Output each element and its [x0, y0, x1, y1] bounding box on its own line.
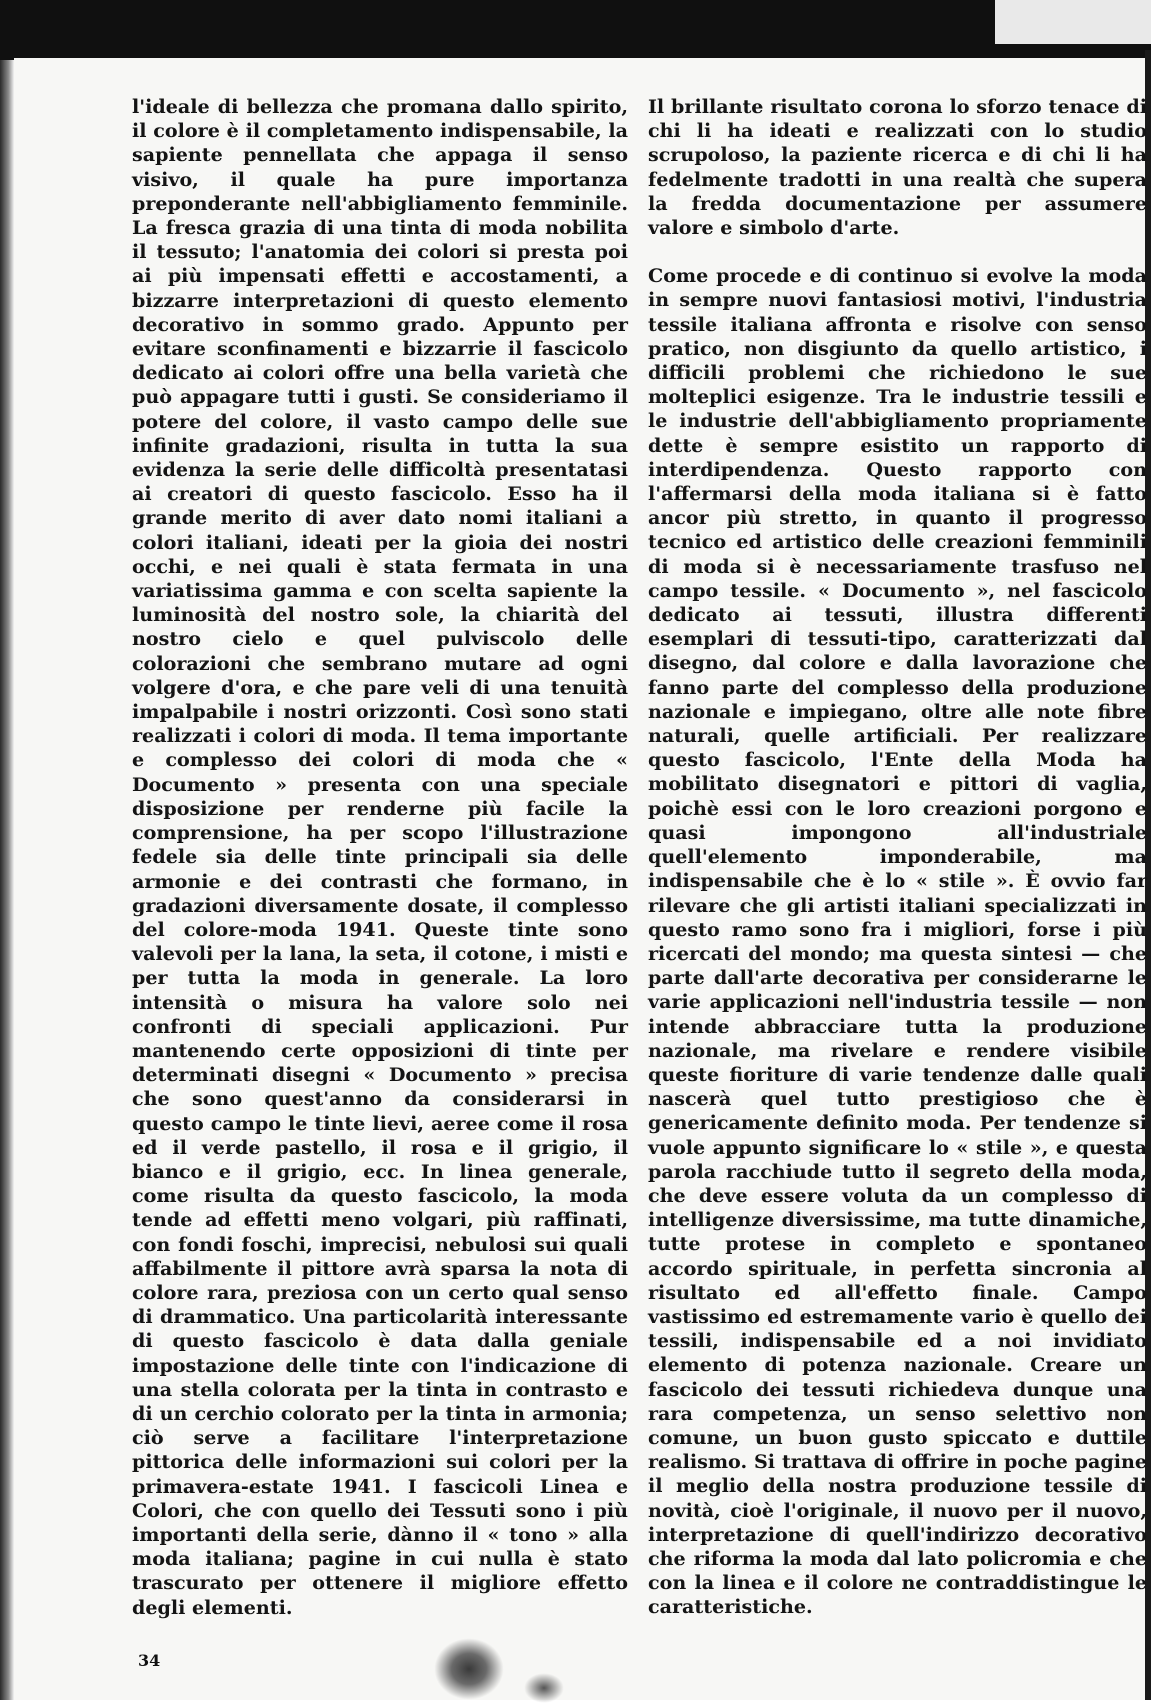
scan-top-notch — [995, 0, 1151, 44]
ink-smudge — [434, 1638, 504, 1700]
right-text-column — [648, 95, 1147, 1620]
page-number: 34 — [138, 1651, 161, 1670]
right-column-paragraph-2: Come procede e di continuo si evolve la moda in sempre nuovi fantasiosi motivi, l'industria tessile italiana affronta e risolve con senso pratico, non disgiunto da quello artistico, i difficili problemi che richiedono le sue molteplici esigenze. Tra le industrie tessili e le industrie dell'abbigliamento propriamente dette è sempre esistito un rapporto di interdipendenza. Questo rapporto con l'affermarsi della moda italiana si è fatto ancor più stretto, in quanto il progresso tecnico ed artistico delle creazioni femminili di moda si è necessariamente trasfuso nel campo tessile. « Documento », nel fascicolo dedicato ai tessuti, illustra differenti esemplari di tessuti-tipo, caratterizzati dal disegno, dal colore e dalla lavorazione che fanno parte del complesso della produzione nazionale e impiegano, oltre alle note fibre naturali, quelle artificiali. Per realizzare questo fascicolo, l'Ente della Moda ha mobilitato disegnatori e pittori di vaglia, poichè essi con le loro creazioni porgono e quasi impongono all'industriale quell'elemento imponderabile, ma indispensabile che è lo « stile ». È ovvio far rilevare che gli artisti italiani specializzati in questo ramo sono fra i migliori, forse i più ricercati del mondo; ma questa sintesi — che parte dall'arte decorativa per considerarne le varie applicazioni nell'industria tessile — non intende abbracciare tutta la produzione nazionale, ma rivelare e rendere visibile queste fioriture di varie tendenze dalle quali nascerà quel tutto prestigioso che è genericamente definito moda. Per tendenze si vuole appunto significare lo « stile », e questa parola racchiude tutto il segreto della moda, che deve essere voluta da un complesso di intelligenze diversissime, ma tutte dinamiche, tutte protese in completo e spontaneo accordo spirituale, in perfetta sincronia al risultato ed all'effetto finale. Campo vastissimo ed estremamente vario è quello dei tessili, indispensabile ed a noi invidiato elemento di potenza nazionale. Creare un fascicolo dei tessuti richiedeva dunque una rara competenza, un senso selettivo non comune, un buon gusto spiccato e duttile realismo. Si trattava di offrire in poche pagine il meglio della nostra produzione tessile di novità, cioè l'originale, il nuovo per il nuovo, interpretazione di quell'indirizzo decorativo che riforma la moda dal lato policromia e che con la linea e il colore ne contraddistingue le caratteristiche. — [648, 264, 1147, 1619]
magazine-page — [14, 58, 1145, 1700]
left-text-column — [132, 95, 628, 1620]
ink-smudge-small — [524, 1673, 564, 1703]
scan-left-edge — [0, 60, 14, 1700]
left-column-paragraph: l'ideale di bellezza che promana dallo spirito, il colore è il completamento indispensabile, la sapiente pennellata che appaga il senso visivo, il quale ha pure importanza preponderante nell'abbigliamento femminile. La fresca grazia di una tinta di moda nobilita il tessuto; l'anatomia dei colori si presta poi ai più impensati effetti e accostamenti, a bizzarre interpretazioni di questo elemento decorativo in sommo grado. Appunto per evitare sconfinamenti e bizzarrie il fascicolo dedicato ai colori offre una bella varietà che può appagare tutti i gusti. Se consideriamo il potere del colore, il vasto campo delle sue infinite gradazioni, risulta in tutta la sua evidenza la serie delle difficoltà presentatasi ai creatori di questo fascicolo. Esso ha il grande merito di aver dato nomi italiani a colori italiani, ideati per la gioia dei nostri occhi, e nei quali è stata fermata in una variatissima gamma e con scelta sapiente la luminosità del nostro sole, la chiarità del nostro cielo e quel pulviscolo delle colorazioni che sembrano mutare ad ogni volgere d'ora, e che pare veli di una tenuità impalpabile i nostri orizzonti. Così sono stati realizzati i colori di moda. Il tema importante e complesso dei colori di moda che « Documento » presenta con una speciale disposizione per renderne più facile la comprensione, ha per scopo l'illustrazione fedele sia delle tinte principali sia delle armonie e dei contrasti che formano, in gradazioni diversamente dosate, il complesso del colore-moda 1941. Queste tinte sono valevoli per la lana, la seta, il cotone, i misti e per tutta la moda in generale. La loro intensità o misura ha valore solo nei confronti di speciali applicazioni. Pur mantenendo certe opposizioni di tinte per determinati disegni « Documento » precisa che sono quest'anno da considerarsi in questo campo le tinte lievi, aeree come il rosa ed il verde pastello, il rosa e il grigio, il bianco e il grigio, ecc. In linea generale, come risulta da questo fascicolo, la moda tende ad effetti meno volgari, più raffinati, con fondi foschi, imprecisi, nebulosi sui quali affabilmente il pittore avrà sparsa la nota di colore rara, preziosa con un certo qual senso di drammatico. Una particolarità interessante di questo fascicolo è data dalla geniale impostazione delle tinte con l'indicazione di una stella colorata per la tinta in contrasto e di un cerchio colorato per la tinta in armonia; ciò serve a facilitare l'interpretazione pittorica delle informazioni sui colori per la primavera-estate 1941. I fascicoli Linea e Colori, che con quello dei Tessuti sono i più importanti della serie, dànno il « tono » alla moda italiana; pagine in cui nulla è stato trascurato per ottenere il migliore effetto degli elementi. — [132, 95, 628, 1619]
right-column-paragraph-1: Il brillante risultato corona lo sforzo tenace di chi li ha ideati e realizzati con lo studio scrupoloso, la paziente ricerca e di chi li ha fedelmente tradotti in una realtà che supera la fredda documentazione per assumere valore e simbolo d'arte. — [648, 95, 1147, 240]
scan-top-border — [0, 0, 1151, 62]
